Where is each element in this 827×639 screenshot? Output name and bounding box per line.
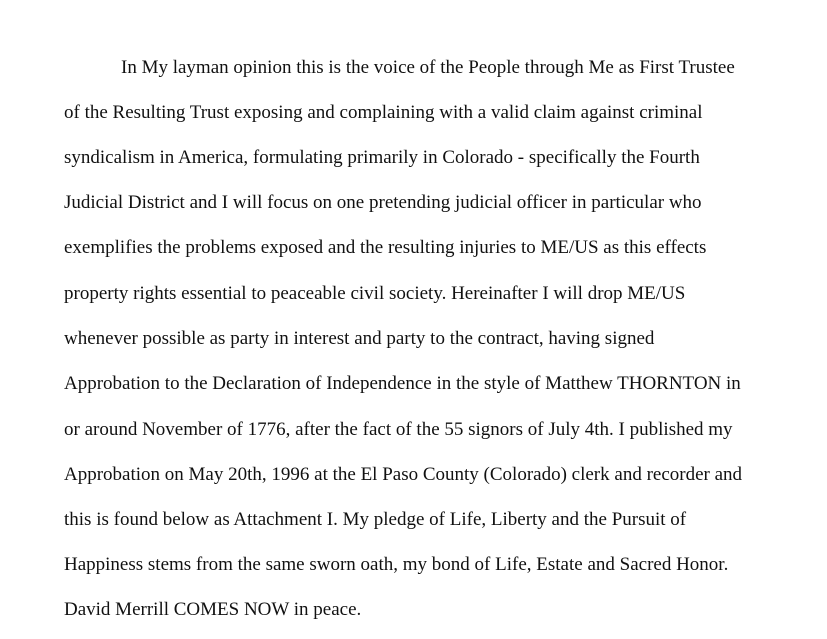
paragraph-line-11: this is found below as Attachment I. My pledge of Life, Liberty and the Pursuit of bbox=[64, 509, 687, 530]
paragraph-line-7: whenever possible as party in interest and party to the contract, having signed bbox=[64, 328, 655, 349]
paragraph-line-4: Judicial District and I will focus on one pretending judicial officer in particular who bbox=[64, 192, 702, 213]
paragraph-line-6: property rights essential to peaceable civil society. Hereinafter I will drop ME/US bbox=[64, 283, 686, 304]
paragraph-line-8: Approbation to the Declaration of Independence in the style of Matthew THORNTON in bbox=[64, 373, 741, 394]
paragraph-line-10: Approbation on May 20th, 1996 at the El Paso County (Colorado) clerk and recorder and bbox=[64, 464, 743, 485]
paragraph-line-1: In My layman opinion this is the voice of the People through Me as First Trustee bbox=[121, 57, 735, 78]
paragraph-line-9: or around November of 1776, after the fact of the 55 signors of July 4th. I published my bbox=[64, 419, 733, 440]
paragraph-line-13: David Merrill COMES NOW in peace. bbox=[64, 599, 362, 620]
paragraph-line-12: Happiness stems from the same sworn oath, my bond of Life, Estate and Sacred Honor. bbox=[64, 554, 729, 575]
paragraph-line-3: syndicalism in America, formulating primarily in Colorado - specifically the Fourth bbox=[64, 147, 700, 168]
paragraph-line-2: of the Resulting Trust exposing and complaining with a valid claim against criminal bbox=[64, 102, 703, 123]
paragraph-line-5: exemplifies the problems exposed and the resulting injuries to ME/US as this effects bbox=[64, 237, 707, 258]
